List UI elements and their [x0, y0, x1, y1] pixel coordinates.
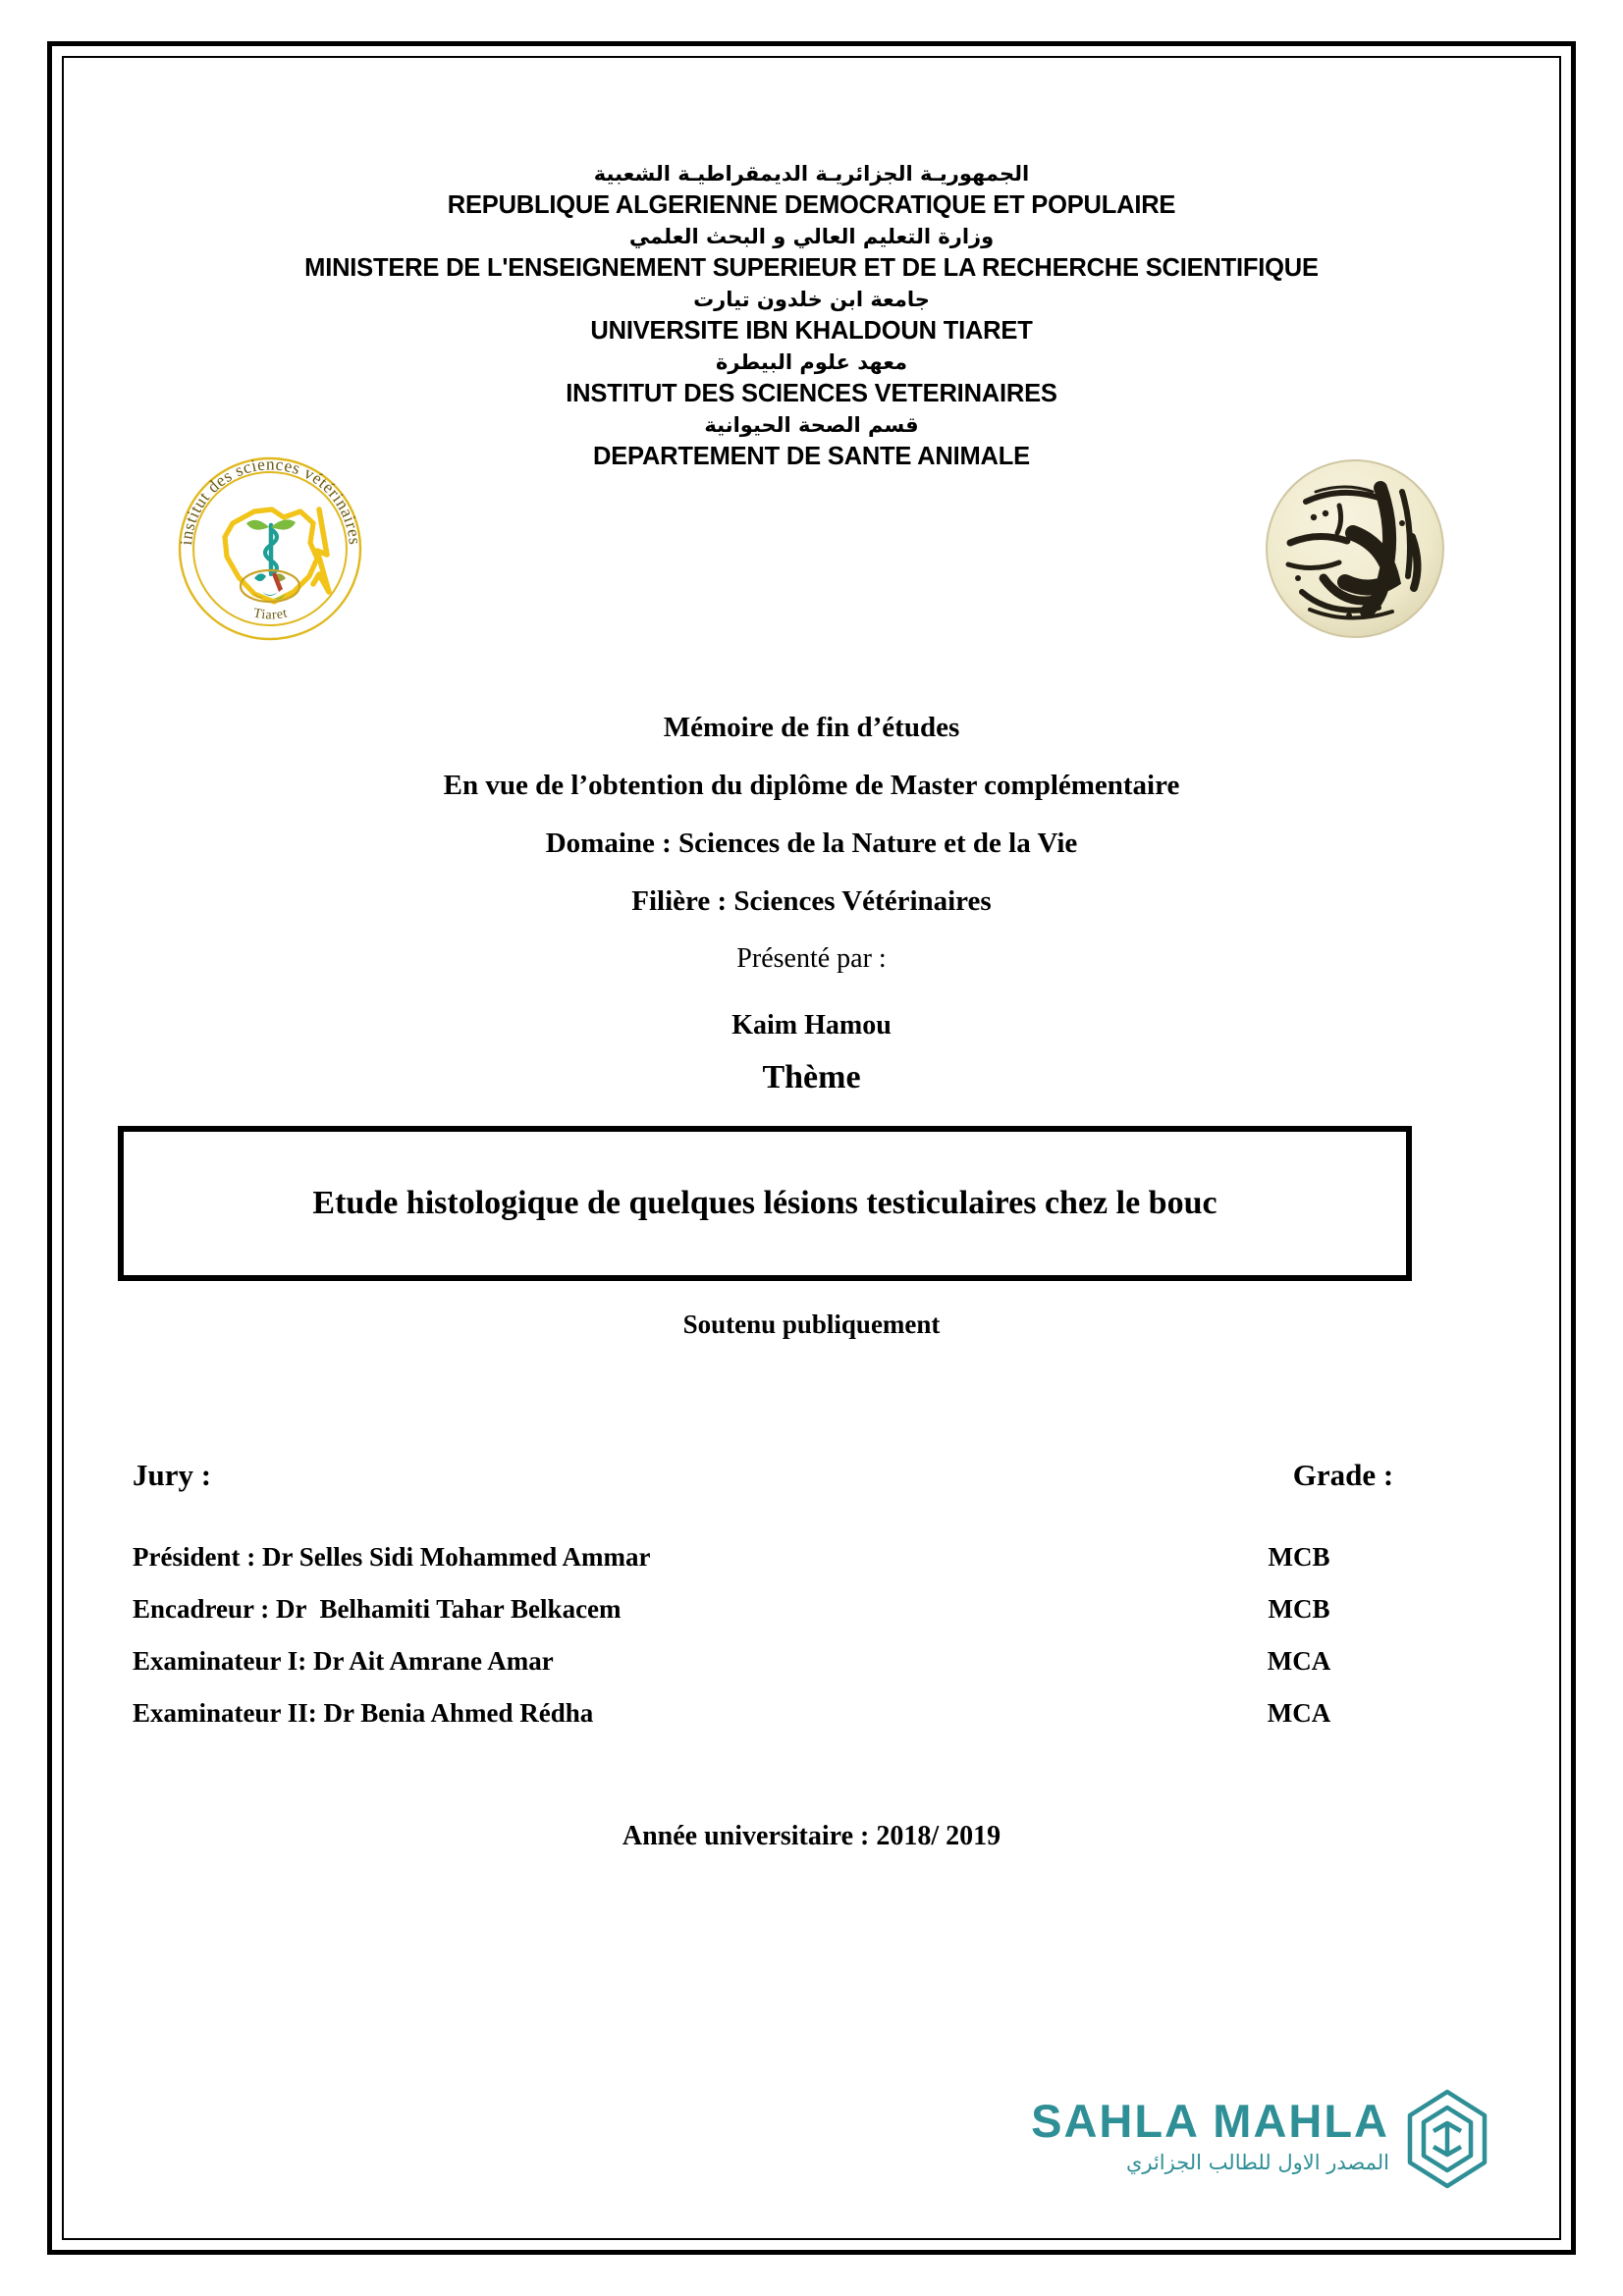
universite-ibn-khaldoun-logo — [1255, 449, 1456, 650]
header-french-republic: REPUBLIQUE ALGERIENNE DEMOCRATIQUE ET POPULAIRE — [447, 191, 1176, 219]
presented-by-block — [62, 939, 1561, 1045]
theme-label: Thème — [762, 1059, 861, 1095]
jury-member-role: Examinateur II: Dr Benia Ahmed Rédha — [133, 1698, 594, 1728]
watermark-subtitle: المصدر الاول للطالب الجزائري — [1125, 2151, 1389, 2174]
header-arabic-republic: الجمهوريـة الجزائريـة الديمقراطيـة الشعبية — [593, 162, 1030, 186]
degree-diploma-line: En vue de l’obtention du diplôme de Master complémentaire — [443, 770, 1180, 801]
header-french-department: DEPARTEMENT DE SANTE ANIMALE — [593, 443, 1030, 470]
watermark-logo-icon — [1402, 2086, 1492, 2192]
degree-filiere-line: Filière : Sciences Vétérinaires — [631, 885, 992, 917]
header-arabic-department: قسم الصحة الحيوانية — [704, 413, 919, 437]
header-arabic-university: جامعة ابن خلدون تيارت — [693, 288, 930, 311]
defense-line: Soutenu publiquement — [682, 1309, 941, 1339]
presented-by-label: Présenté par : — [736, 943, 887, 974]
header-french-ministry: MINISTERE DE L'ENSEIGNEMENT SUPERIEUR ET DE LA RECHERCHE SCIENTIFIQUE — [304, 254, 1319, 282]
theme-box — [118, 1126, 1412, 1281]
jury-member-role: Encadreur : Dr Belhamiti Tahar Belkacem — [133, 1594, 622, 1624]
jury-member-grade: MCB — [1268, 1542, 1330, 1572]
svg-text:Tiaret: Tiaret — [251, 606, 290, 623]
degree-memoire-line: Mémoire de fin d’études — [663, 712, 960, 743]
jury-member-role: Président : Dr Selles Sidi Mohammed Ammar — [133, 1542, 651, 1572]
header-arabic-institute: معهد علوم البيطرة — [715, 350, 908, 374]
thesis-title: Etude histologique de quelques lésions testiculaires chez le bouc — [312, 1185, 1217, 1221]
jury-row — [62, 1594, 1561, 1646]
sahla-mahla-watermark — [1011, 2086, 1492, 2209]
jury-row — [62, 1542, 1561, 1594]
jury-member-grade: MCA — [1267, 1698, 1331, 1728]
institut-des-sciences-veterinaires-logo — [170, 449, 371, 650]
svg-text:institut des sciences vétérina: institut des sciences vétérinaires — [176, 454, 365, 547]
jury-member-role: Examinateur I: Dr Ait Amrane Amar — [133, 1646, 554, 1676]
jury-section — [62, 1458, 1561, 1750]
degree-domain-line: Domaine : Sciences de la Nature et de la Vie — [545, 828, 1078, 859]
jury-heading: Jury : — [133, 1458, 212, 1492]
grade-heading: Grade : — [1292, 1458, 1394, 1492]
jury-header-row — [62, 1458, 1561, 1542]
jury-member-grade: MCB — [1268, 1594, 1330, 1624]
jury-row — [62, 1698, 1561, 1750]
institutional-header — [62, 159, 1561, 473]
header-french-university: UNIVERSITE IBN KHALDOUN TIARET — [590, 317, 1033, 345]
jury-member-grade: MCA — [1267, 1646, 1331, 1676]
degree-block — [62, 699, 1561, 931]
watermark-title: SAHLA MAHLA — [1031, 2095, 1389, 2147]
cover-page-content — [62, 56, 1561, 2240]
author-name: Kaim Hamou — [731, 1010, 892, 1041]
header-arabic-ministry: وزارة التعليم العالي و البحث العلمي — [628, 225, 995, 248]
jury-row — [62, 1646, 1561, 1698]
academic-year: Année universitaire : 2018/ 2019 — [622, 1821, 1001, 1851]
header-french-institute: INSTITUT DES SCIENCES VETERINAIRES — [566, 380, 1057, 407]
